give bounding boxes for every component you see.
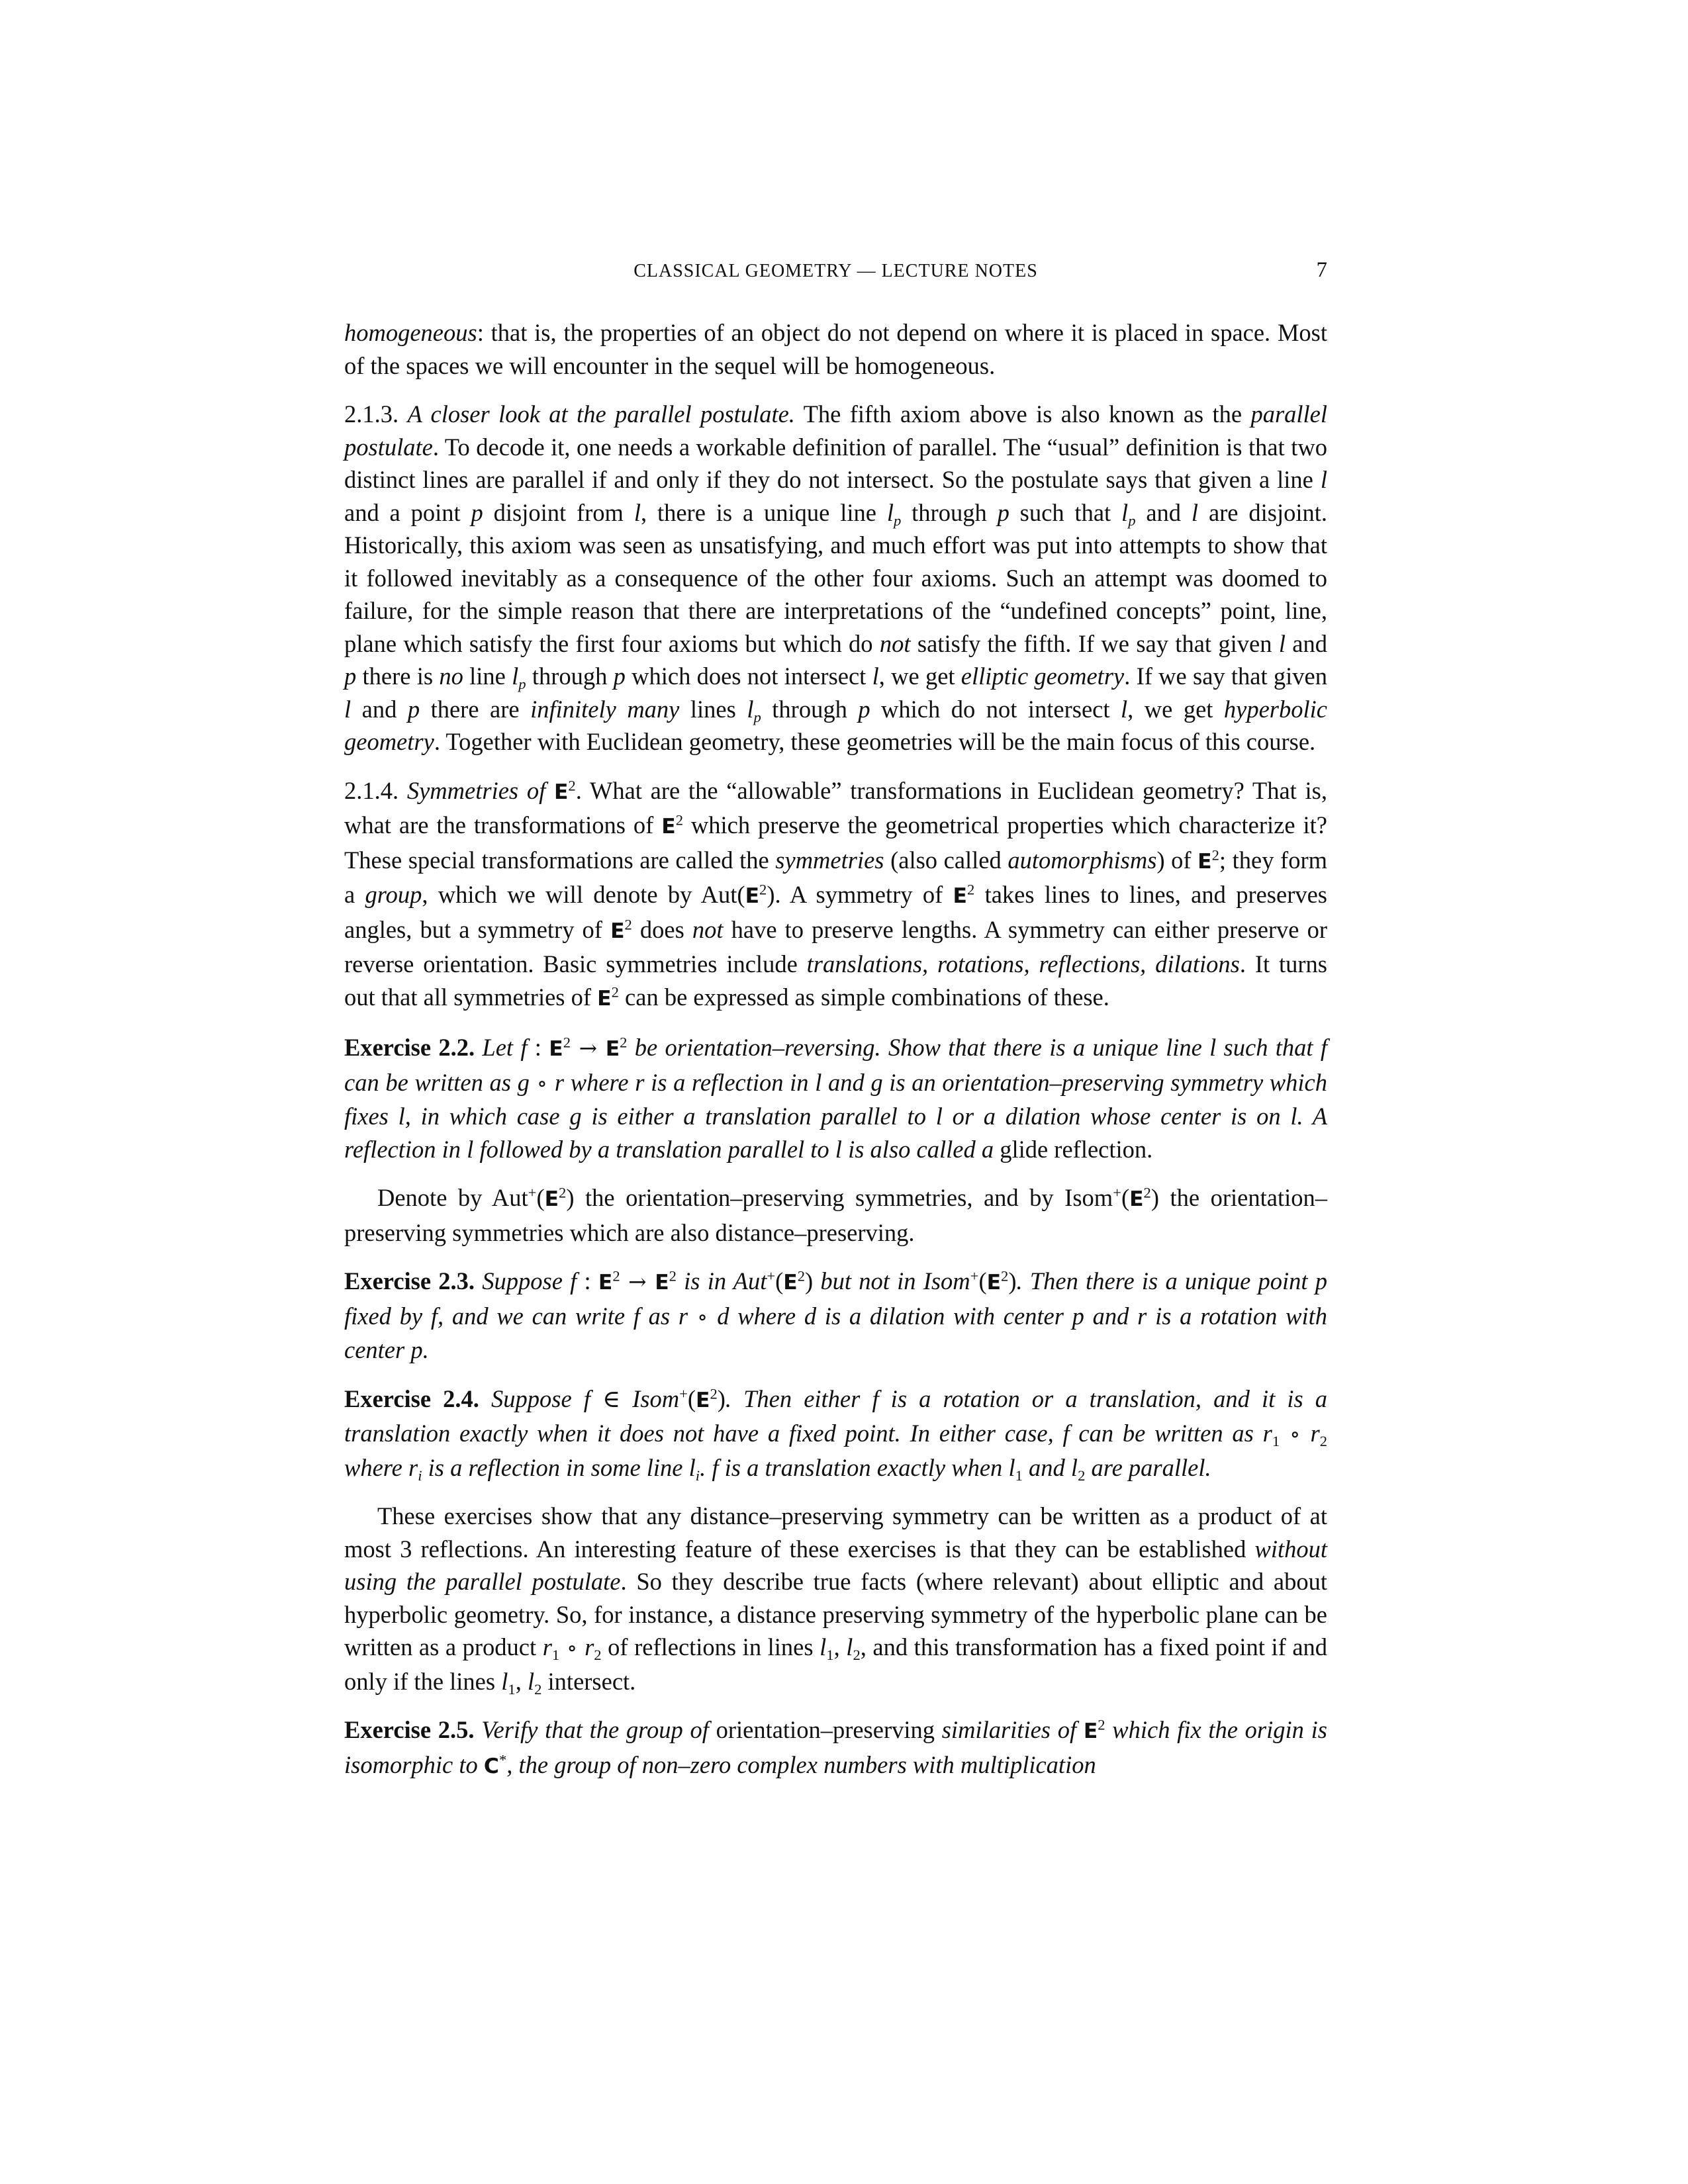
text: ; they form a (344, 846, 1328, 908)
running-header (344, 257, 1327, 290)
math-l1-l2: $l_1$, $l_2$ (820, 1633, 861, 1663)
math-l1-l2: $l_1$, $l_2$ (501, 1667, 542, 1698)
emph-text: group (365, 881, 422, 908)
paragraph-homogeneous (344, 316, 1327, 382)
math-E2: $E^2$ (661, 811, 683, 839)
text: ). A symmetry of (767, 881, 953, 908)
math-plus: + (528, 1184, 537, 1201)
math-l: l (1278, 629, 1286, 657)
text: Denote by Aut (377, 1184, 528, 1211)
glide-reflection-term: glide reflection (1000, 1135, 1147, 1163)
math-r1-circ-r2: $r_1$ ∘ $r_2$ (542, 1633, 602, 1663)
math-p: p (997, 498, 1009, 526)
text: and (1285, 629, 1328, 657)
exercise-2-2 (344, 1031, 1327, 1165)
text: ) of (1156, 846, 1198, 874)
section-2-1-3 (344, 398, 1327, 758)
text: have to preserve lengths. A symmetry can either preserve or reverse orientation. Basic symmetries include (344, 915, 1328, 978)
text: such that (1009, 498, 1122, 526)
math-plus: + (1113, 1184, 1121, 1201)
math-l: l (344, 695, 352, 723)
exercise-label: Exercise 2.4. (344, 1385, 479, 1412)
text: . It turns out that all symmetries of (344, 950, 1328, 1011)
text: can be expressed as simple combinations of these. (618, 983, 1109, 1011)
math-lp: $l_p$ (1121, 498, 1136, 529)
exercise-text: Suppose f : $E^2 \to E^2$ is in $Aut^+(E^2)$ but not in $Isom^+(E^2)$. Then there is a unique point p fixed by f, and we can write f as r ∘ d where d is a dilation with center p and r is a rotation with center p. (344, 1267, 1328, 1363)
math-E2: $E^2$ (745, 881, 767, 908)
math-l: l (872, 662, 879, 690)
math-l: l (1320, 466, 1327, 493)
text: takes lines to lines, and preserves angles, but a symmetry of (344, 881, 1328, 943)
exercise-2-3 (344, 1265, 1327, 1367)
text: . Together with Euclidean geometry, these geometries will be the main focus of this course. (434, 728, 1316, 755)
text: which do not intersect (870, 695, 1121, 723)
text: . To decode it, one needs a workable definition of parallel. The “usual” definition is that two distinct lines are parallel if and only if they do not intersect. So the postulate says that given a line (344, 433, 1327, 493)
math-E2: $E^2$ (597, 983, 619, 1011)
text: . If we say that given (1124, 662, 1327, 690)
exercise-text: Verify that the group of orientation–preserving similarities of $E^2$ which fix the origin is isomorphic to C*, the group of non–zero complex numbers with multiplication (344, 1716, 1327, 1778)
text: , and this transformation has a fixed point if and only if the lines (344, 1633, 1328, 1695)
math-p: p (407, 695, 420, 723)
section-number: 2.1.3. (344, 400, 399, 428)
text: These exercises show that any distance–preserving symmetry can be written as a product of at most 3 reflections. An interesting feature of these exercises is that they can be established (344, 1502, 1327, 1563)
text: the orientation–preserving symmetries which are also distance–preserving. (344, 1184, 1327, 1246)
text: : that is, the properties of an object do not depend on where it is placed in space. Most of the spaces we will encounter in the sequel will be homogeneous. (344, 319, 1327, 379)
text: disjoint from (483, 498, 634, 526)
math-lp: $l_p$ (512, 662, 526, 692)
text: and a point (344, 498, 471, 526)
page-number: 7 (1316, 258, 1327, 282)
exercise-label: Exercise 2.5. (344, 1716, 475, 1743)
emph-text: translations, rotations, reflections, dilations (806, 950, 1240, 978)
emph-text: automorphisms (1008, 846, 1157, 874)
text: there is (356, 662, 440, 690)
math-paren-E2: $(E^2)$ (1121, 1184, 1160, 1211)
math-E2: $E^2$ (953, 881, 975, 908)
exercise-label: Exercise 2.3. (344, 1267, 475, 1295)
math-l: l (633, 498, 641, 526)
math-p: p (471, 498, 483, 526)
math-E2: $E^2$ (1197, 846, 1219, 874)
math-p: p (344, 662, 357, 690)
math-paren-E2: $(E^2)$ (536, 1184, 575, 1211)
exercise-2-4 (344, 1383, 1327, 1484)
exercise-text: Let f : $E^2 \to E^2$ be orientation–reversing. Show that there is a unique line l such that f can be written as g ∘ r where r is a reflection in l and g is an orientation–preserving symmetry which fixes l, in which case g is either a translation parallel to l or a dilation whose center is on l. A reflection in l followed by a translation parallel to l is also called a glide reflection. (344, 1034, 1328, 1163)
text: , there is a unique line (640, 498, 887, 526)
exercise-2-5 (344, 1713, 1327, 1783)
paragraph-aut-isom (344, 1181, 1327, 1249)
page-body (344, 316, 1327, 1783)
math-l: l (1191, 498, 1199, 526)
text: there are (420, 695, 531, 723)
text: through (761, 695, 859, 723)
text: the orientation–preserving symmetries, and by Isom (574, 1184, 1113, 1211)
emph-text: symmetries (775, 846, 884, 874)
section-title: Symmetries of (406, 776, 554, 804)
text: (also called (884, 846, 1008, 874)
emph-text: not (692, 915, 724, 943)
text: intersect. (541, 1667, 636, 1695)
paragraph-reflections (344, 1500, 1327, 1698)
text: of reflections in lines (601, 1633, 820, 1661)
math-E2: $E^2$ (553, 777, 576, 804)
exercise-text: Suppose f ∈ $Isom^+(E^2)$. Then either f is a rotation or a translation, and it is a translation exactly when it does not have a fixed point. In either case, f can be written as $r_1$ ∘ $r_2$ where $r_i$ is a reflection in some line $l_i$. f is a translation exactly when $l_1$ and $l_2$ are parallel. (344, 1385, 1327, 1484)
text: which does not intersect (625, 662, 872, 690)
text: line (463, 662, 512, 690)
text: are disjoint. Historically, this axiom was seen as unsatisfying, and much effort was put into attempts to show that it followed inevitably as a consequence of the other four axioms. Such an attempt was doomed to failure, for the simple reason that there are interpretations of the “undefined concepts” point, line, plane which satisfy the first four axioms but which do (344, 498, 1327, 657)
emph-text: hyperbolic geometry (344, 695, 1327, 755)
math-lp: $l_p$ (747, 695, 761, 725)
emph-text: infinitely many (530, 695, 680, 723)
text: , we get (1127, 695, 1224, 723)
math-l: l (1121, 695, 1128, 723)
math-E2: $E^2$ (610, 916, 632, 943)
text: , we get (878, 662, 961, 690)
emph-text: parallel postulate (344, 400, 1328, 461)
text: and (1135, 498, 1192, 526)
exercise-label: Exercise 2.2. (344, 1034, 475, 1061)
text: satisfy the fifth. If we say that given (910, 629, 1279, 657)
emph-text: without using the parallel postulate (344, 1535, 1327, 1595)
running-title: CLASSICAL GEOMETRY — LECTURE NOTES (633, 261, 1038, 281)
text: through (901, 498, 998, 526)
math-p: p (858, 695, 870, 723)
math-p: p (613, 662, 626, 690)
text: , which we will denote by Aut( (422, 881, 745, 908)
text: lines (679, 695, 747, 723)
section-title: A closer look at the parallel postulate. (407, 400, 795, 428)
text: The fifth axiom above is also known as the (794, 400, 1251, 428)
emph-text: not (879, 629, 911, 657)
text: which preserve the geometrical properties which characterize it? These special transformations are called the (344, 811, 1327, 874)
text: and (351, 695, 408, 723)
text: through (526, 662, 614, 690)
section-2-1-4: 2.1.4. Symmetries of $E^2$. What are the “allowable” transformations in Euclidean geometry? That is, what are the transformations of $E^2$ which preserve the geometrical properties which characterize it? These special transformations are called the symmetries (also called automorphisms) of $E^2$; they form a group, which we will denote by $Aut(E^2)$. A symmetry of $E^2$ takes lines to lines, and preserves angles, but a symmetry of $E^2$ does not have to preserve lengths. A symmetry can either preserve or reverse orientation. Basic symmetries include translations, rotations, reflections, dilations. It turns out that all symmetries of $E^2$ can be expressed as simple combinations of these. (344, 776, 1328, 1011)
emph-text: elliptic geometry (961, 662, 1125, 690)
emph-text: no (439, 662, 463, 690)
text: . So they describe true facts (where relevant) about elliptic and about hyperbolic geometry. So, for instance, a distance preserving symmetry of the hyperbolic plane can be written as a product (344, 1568, 1328, 1661)
math-lp: $l_p$ (886, 498, 902, 529)
text: What are the “allowable” transformations in Euclidean geometry? That is, what are the transformations of (344, 776, 1327, 839)
section-number: 2.1.4. (344, 776, 399, 804)
emph-text: homogeneous (344, 319, 477, 346)
text: does (632, 915, 692, 943)
